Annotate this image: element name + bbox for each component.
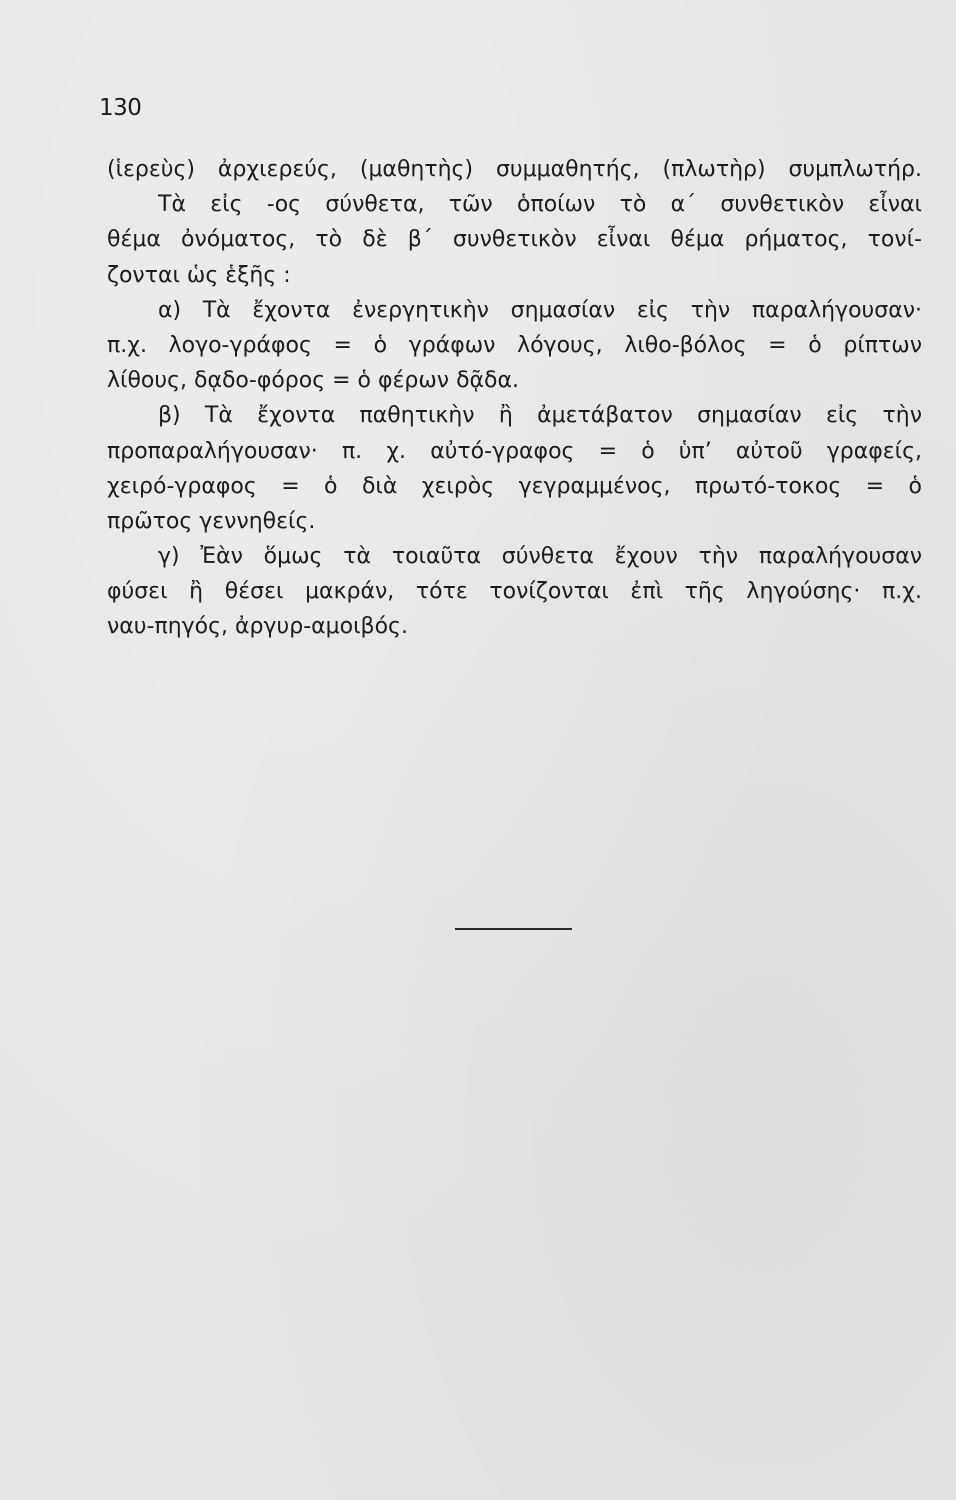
text-line-14: ναυ-πηγός, ἀργυρ-αμοιβός. [107, 614, 408, 640]
page-number: 130 [99, 95, 142, 121]
text-line-5: α) Τὰ ἔχοντα ἐνεργητικὴν σημασίαν εἰς τὴν παραλήγουσαν· [158, 297, 922, 323]
text-line-11: πρῶτος γεννηθείς. [107, 508, 316, 534]
text-line-9: προπαραλήγουσαν· π. χ. αὐτό-γραφος = ὁ ὑπ’ αὐτοῦ γραφείς, [107, 438, 922, 464]
text-line-8: β) Τὰ ἔχοντα παθητικὴν ἢ ἀμετάβατον σημασίαν εἰς τὴν [158, 403, 922, 429]
text-line-4: ζονται ὡς ἑξῆς : [107, 262, 291, 288]
text-line-3: θέμα ὀνόματος, τὸ δὲ β΄ συνθετικὸν εἶναι θέμα ρήματος, τονί- [107, 227, 922, 253]
text-line-1: (ἱερεὺς) ἀρχιερεύς, (μαθητὴς) συμμαθητής, (πλωτὴρ) συμπλωτήρ. [107, 157, 922, 182]
body-text [107, 152, 922, 645]
text-line-10: χειρό-γραφος = ὁ διὰ χειρὸς γεγραμμένος, πρωτό-τοκος = ὁ [107, 473, 922, 499]
text-line-2: Τὰ εἰς -ος σύνθετα, τῶν ὁποίων τὸ α΄ συνθετικὸν εἶναι [158, 192, 922, 218]
text-line-13: φύσει ἢ θέσει μακράν, τότε τονίζονται ἐπὶ τῆς ληγούσης· π.χ. [107, 579, 922, 605]
text-line-12: γ) Ἐὰν ὅμως τὰ τοιαῦτα σύνθετα ἔχουν τὴν παραλήγουσαν [158, 544, 922, 570]
text-line-6: π.χ. λογο-γράφος = ὁ γράφων λόγους, λιθο-βόλος = ὁ ρίπτων [107, 332, 922, 358]
text-line-7: λίθους, δᾳδο-φόρος = ὁ φέρων δᾷδα. [107, 368, 520, 394]
section-divider [455, 928, 572, 930]
